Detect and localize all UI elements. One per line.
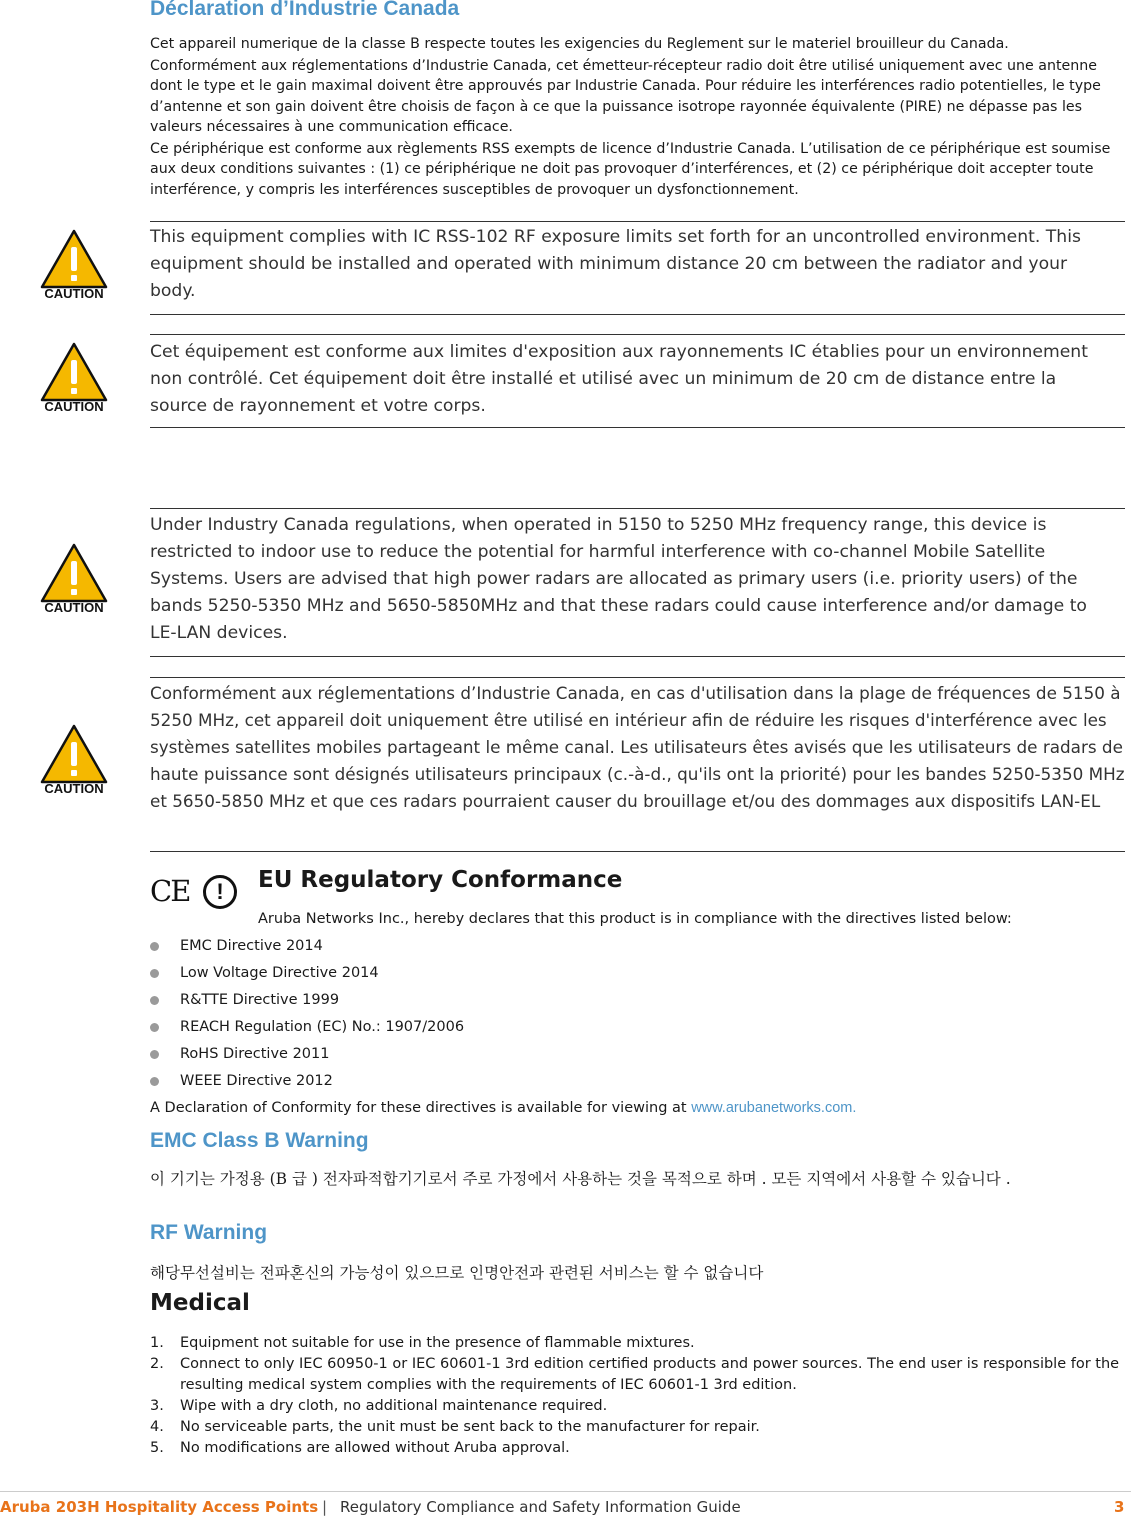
divider: [150, 677, 1125, 678]
divider: [150, 851, 1125, 852]
divider: [150, 334, 1125, 335]
divider: [150, 427, 1125, 428]
page-number: 3: [1114, 1498, 1125, 1516]
rf-text: 해당무선설비는 전파혼신의 가능성이 있으므로 인명안전과 관련된 서비스는 할 수 없습니다: [150, 1264, 764, 1282]
caution-text: Conformément aux réglementations d’Industrie Canada, en cas d'utilisation dans la plage de fréquences de 5150 à 5250 MHz, cet appareil doit uniquement être utilisé en intérieur afin de réduire les risques d'interférence avec les systèmes satellites mobiles partageant le même canal. Les utilisateurs êtes avisés que les utilisateurs de radars de haute puissance sont désignés utilisateurs principaux (c.-à-d., qu'ils ont la priorité) pour les bandes 5250-5350 MHz et 5650-5850 MHz et que ces radars pourraient causer du brouillage et/ou des dommages aux dispositifs LAN-EL: [150, 683, 1125, 811]
caution-icon: [38, 722, 110, 794]
list-item: [150, 1396, 1125, 1417]
footer-product: Aruba 203H Hospitality Access Points: [0, 1498, 319, 1516]
item-text: No modifications are allowed without Aruba approval.: [180, 1440, 570, 1456]
item-number: 4.: [150, 1419, 164, 1435]
item-number: 1.: [150, 1335, 164, 1351]
item-number: 2.: [150, 1356, 164, 1372]
caution-text: Cet équipement est conforme aux limites d'exposition aux rayonnements IC établies pour un environnement non contrôlé. Cet équipement doit être installé et utilisé avec un minimum de 20 cm de distance entre la source de rayonnement et votre corps.: [150, 342, 1088, 416]
ce-mark-icon: CE: [150, 874, 190, 908]
list-item: RoHS Directive 2011: [150, 1044, 1050, 1071]
list-item: [150, 1333, 1125, 1354]
emc-text: 이 기기는 가정용 (B 급 ) 전자파적합기기로서 주로 가정에서 사용하는 것을 목적으로 하며 . 모든 지역에서 사용할 수 있습니다 .: [150, 1170, 1011, 1188]
ic-section-heading: Déclaration d’Industrie Canada: [150, 0, 460, 20]
caution-text: Under Industry Canada regulations, when operated in 5150 to 5250 MHz frequency range, this device is restricted to indoor use to reduce the potential for harmful interference with co-channel Mobile Satellite Systems. Users are advised that high power radars are allocated as primary users (i.e. priority users) of the bands 5250-5350 MHz and 5650-5850MHz and that these radars could cause interference and/or damage to LE-LAN devices.: [150, 515, 1087, 643]
footer-separator: |: [322, 1498, 328, 1516]
medical-list: [150, 1333, 1125, 1459]
list-item: REACH Regulation (EC) No.: 1907/2006: [150, 1017, 1050, 1044]
aruba-website-link[interactable]: www.arubanetworks.com.: [691, 1100, 857, 1116]
caution-label: CAUTION: [44, 781, 104, 796]
divider: [150, 314, 1125, 315]
item-number: 5.: [150, 1440, 164, 1456]
ic-paragraph: Cet appareil numerique de la classe B respecte toutes les exigencies du Reglement sur le materiel brouilleur du Canada.: [150, 36, 1009, 52]
caution-text: This equipment complies with IC RSS-102 RF exposure limits set forth for an uncontrolled environment. This equipment should be installed and operated with minimum distance 20 cm between the radiator and your body.: [150, 227, 1081, 301]
caution-label: CAUTION: [44, 399, 104, 414]
list-item: WEEE Directive 2012: [150, 1071, 1050, 1098]
medical-heading: Medical: [150, 1290, 250, 1316]
item-text: Connect to only IEC 60950-1 or IEC 60601-1 3rd edition certified products and power sources. The end user is responsible for the resulting medical system complies with the requirements of IEC 60601-1 3rd edition.: [180, 1356, 1120, 1393]
item-text: Equipment not suitable for use in the presence of flammable mixtures.: [180, 1335, 695, 1351]
caution-icon: [38, 227, 110, 299]
list-item: R&TTE Directive 1999: [150, 990, 1050, 1017]
caution-label: CAUTION: [44, 600, 104, 615]
caution-icon: [38, 541, 110, 613]
footer-guide-title: Regulatory Compliance and Safety Information Guide: [340, 1498, 741, 1516]
doc-availability: [150, 1098, 1120, 1119]
divider: [150, 656, 1125, 657]
item-text: Wipe with a dry cloth, no additional maintenance required.: [180, 1398, 608, 1414]
ic-paragraph: Conformément aux réglementations d’Industrie Canada, cet émetteur-récepteur radio doit être utilisé uniquement avec une antenne dont le type et le gain maximal doivent être approuvés par Industrie Canada. Pour réduire les interférences radio potentielles, le type d’antenne et son gain doivent être choisis de façon à ce que la puissance isotrope rayonnée équivalente (PIRE) ne dépasse pas les valeurs nécessaires à une communication efficace.: [150, 57, 1101, 135]
directive-list: [150, 936, 1050, 1098]
ic-paragraph: Ce périphérique est conforme aux règlements RSS exempts de licence d’Industrie Canada. L’utilisation de ce périphérique est soumise aux deux conditions suivantes : (1) ce périphérique ne doit pas provoquer d’interférences, et (2) ce périphérique doit accepter toute interférence, y compris les interférences susceptibles de provoquer un dysfonctionnement.: [150, 140, 1111, 198]
footer-divider: [0, 1491, 1131, 1492]
list-item: [150, 1354, 1125, 1396]
ic-section-body: [150, 34, 1125, 200]
divider: [150, 508, 1125, 509]
eu-intro: Aruba Networks Inc., hereby declares that this product is in compliance with the directives listed below:: [258, 911, 1012, 927]
list-item: [150, 1438, 1125, 1459]
alert-mark-icon: !: [203, 875, 237, 909]
emc-heading: EMC Class B Warning: [150, 1129, 369, 1152]
item-text: No serviceable parts, the unit must be sent back to the manufacturer for repair.: [180, 1419, 760, 1435]
eu-heading: EU Regulatory Conformance: [258, 867, 623, 893]
divider: [150, 221, 1125, 222]
rf-heading: RF Warning: [150, 1221, 268, 1244]
list-item: EMC Directive 2014: [150, 936, 1050, 963]
caution-icon: [38, 340, 110, 412]
list-item: Low Voltage Directive 2014: [150, 963, 1050, 990]
caution-label: CAUTION: [44, 286, 104, 301]
item-number: 3.: [150, 1398, 164, 1414]
page-footer: [0, 1496, 1131, 1519]
doc-text: A Declaration of Conformity for these directives is available for viewing at: [150, 1100, 692, 1116]
list-item: [150, 1417, 1125, 1438]
